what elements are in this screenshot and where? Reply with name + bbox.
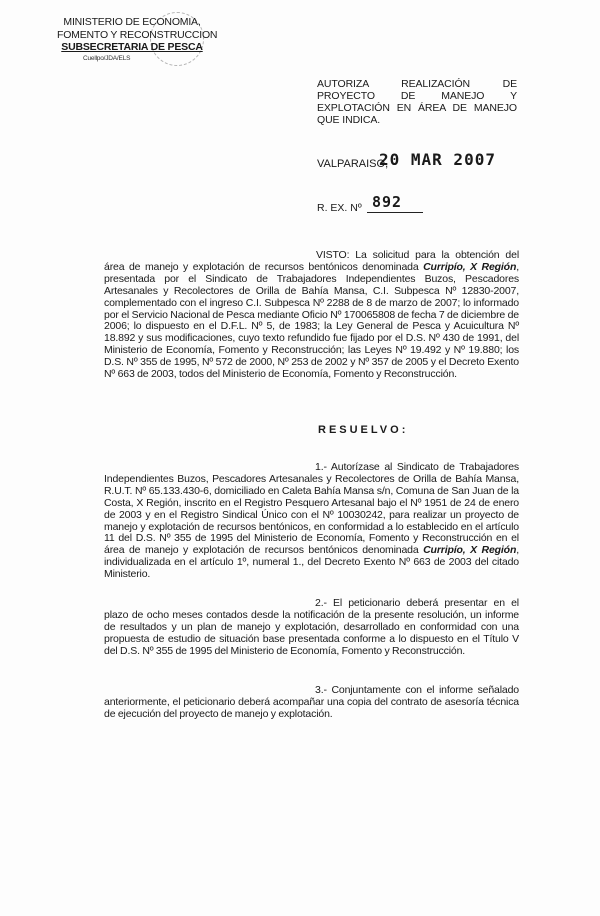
date-place: VALPARAISO, xyxy=(317,158,389,170)
item-1-area-name: Curripío, X Región xyxy=(423,544,517,557)
resolution-subject: AUTORIZA REALIZACIÓN DE PROYECTO DE MANEJO Y EXPLOTACIÓN EN ÁREA DE MANEJO QUE INDICA. xyxy=(317,78,517,126)
date-stamp: 20 MAR 2007 xyxy=(379,150,496,169)
resolution-number-underline xyxy=(367,212,423,213)
resolution-number-value: 892 xyxy=(372,193,403,211)
letterhead xyxy=(57,16,218,63)
subsecretaria-line: SUBSECRETARIA DE PESCA xyxy=(61,41,203,53)
resolution-number xyxy=(317,193,427,215)
visto-lead: VISTO: La solicitud para la obtención del área de manejo y explotación de recursos bentónicos denominada xyxy=(104,249,519,273)
visto-area-name: Curripío, X Región xyxy=(423,260,517,273)
reference-initials: Cuellpo/JDA/ELS xyxy=(83,54,131,62)
item-1-rest: , individualizada en el artículo 1º, numeral 1., del Decreto Exento Nº 663 de 2003 del citado Ministerio. xyxy=(104,544,519,581)
dateline xyxy=(317,150,527,174)
resolution-number-label: R. EX. Nº xyxy=(317,202,362,214)
visto-paragraph xyxy=(104,250,519,381)
resolution-item-2: 2.- El peticionario deberá presentar en el plazo de ocho meses contados desde la notificación de la presente resolución, un informe de resultados y un plan de manejo y explotación, desarrollado en conformidad con una propuesta de estudio de situación base presentada conforme a lo dispuesto en el Título V del D.S. Nº 355 de 1995 del Ministerio de Economía, Fomento y Reconstrucción. xyxy=(104,597,519,657)
resuelvo-heading: RESUELVO: xyxy=(318,424,409,436)
resolution-item-3: 3.- Conjuntamente con el informe señalado anteriormente, el peticionario deberá acompañar una copia del contrato de asesoría técnica de ejecución del proyecto de manejo y explotación. xyxy=(104,684,519,720)
ministry-line-1: MINISTERIO DE ECONOMIA, xyxy=(63,16,201,28)
ministry-line-2: FOMENTO Y RECONSTRUCCION xyxy=(57,28,218,41)
item-1-lead: 1.- Autorízase al Sindicato de Trabajadores Independientes Buzos, Pescadores Artesanales y Recolectores de Orilla de Bahía Mansa, R.U.T. Nº 65.133.430-6, domiciliado en Caleta Bahía Mansa s/n, Comuna de San Juan de la Costa, X Región, inscrito en el Registro Pesquero Artesanal bajo el Nº 1951 de 24 de enero de 2003 y en el Registro Sindical Único con el Nº 10030242, para realizar un proyecto de manejo y explotación de recursos bentónicos, en conformidad a lo establecido en el artículo 11 del D.S. Nº 355 de 1995 del Ministerio de Economía, Fomento y Reconstrucción en el área de manejo y explotación de recursos bentónicos denominada xyxy=(104,461,519,557)
visto-rest: , presentada por el Sindicato de Trabajadores Independientes Buzos, Pescadores Artesanales y Recolectores de Orilla de Bahía Mansa, C.I. Subpesca Nº 12830-2007, complementado con el ingreso C.I. Subpesca Nº 2288 de 8 de marzo de 2007; lo informado por el Servicio Nacional de Pesca mediante Oficio Nº 170065808 de fecha 7 de diciembre de 2006; lo dispuesto en el D.F.L. Nº 5, de 1983; la Ley General de Pesca y Acuicultura Nº 18.892 y sus modificaciones, cuyo texto refundido fue fijado por el D.S. Nº 430 de 1991, del Ministerio de Economía, Fomento y Reconstrucción; las Leyes Nº 19.492 y Nº 19.880; los D.S. Nº 355 de 1995, Nº 572 de 2000, Nº 253 de 2002 y Nº 357 de 2005 y el Decreto Exento Nº 663 de 2003, todos del Ministerio de Economía, Fomento y Reconstrucción. xyxy=(104,260,519,381)
resolution-item-1 xyxy=(104,462,519,581)
